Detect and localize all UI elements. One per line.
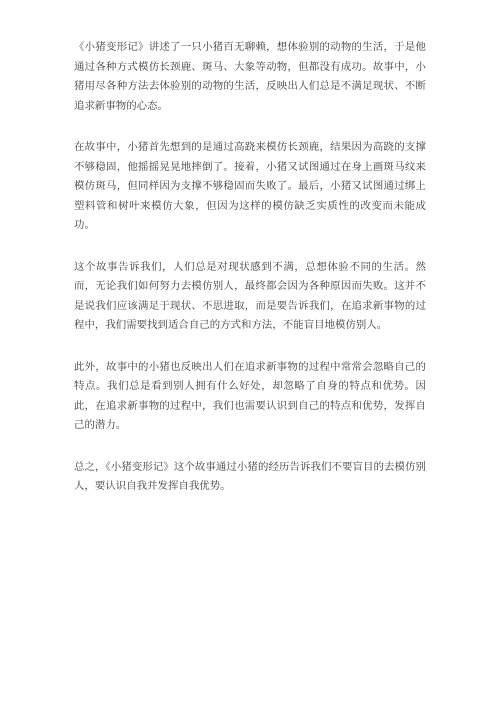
paragraph-self-awareness: 此外，故事中的小猪也反映出人们在追求新事物的过程中常常会忽略自己的特点。我们总是看到别人拥有什么好处，却忽略了自身的特点和优势。因此，在追求新事物的过程中，我们也需要认识到自己的特点和优势，发挥自己的潜力。 (74, 360, 426, 431)
paragraph-story: 在故事中，小猪首先想到的是通过高跷来模仿长颈鹿，结果因为高跷的支撑不够稳固，他摇摇晃晃地摔倒了。接着，小猪又试图通过在身上画斑马纹来模仿斑马，但同样因为支撑不够稳固而失败了。最后，小猪又试图通过绑上塑料管和树叶来模仿大象，但因为这样的模仿缺乏实质性的改变而未能成功。 (74, 141, 426, 231)
paragraph-intro: 《小猪变形记》讲述了一只小猪百无聊赖，想体验别的动物的生活，于是他通过各种方式模仿长颈鹿、斑马、大象等动物，但都没有成功。故事中，小猪用尽各种方法去体验别的动物的生活，反映出人们总是不满足现状、不断追求新事物的心态。 (74, 41, 426, 112)
paragraph-conclusion: 总之，《小猪变形记》这个故事通过小猪的经历告诉我们不要盲目的去模仿别人，要认识自我并发挥自我优势。 (74, 460, 426, 492)
document-body (74, 38, 426, 519)
paragraph-lesson: 这个故事告诉我们，人们总是对现状感到不满，总想体验不同的生活。然而，无论我们如何努力去模仿别人，最终都会因为各种原因而失败。这并不是说我们应该满足于现状、不思进取，而是要告诉我们，在追求新事物的过程中，我们需要找到适合自己的方式和方法，不能盲目地模仿别人。 (74, 260, 426, 331)
